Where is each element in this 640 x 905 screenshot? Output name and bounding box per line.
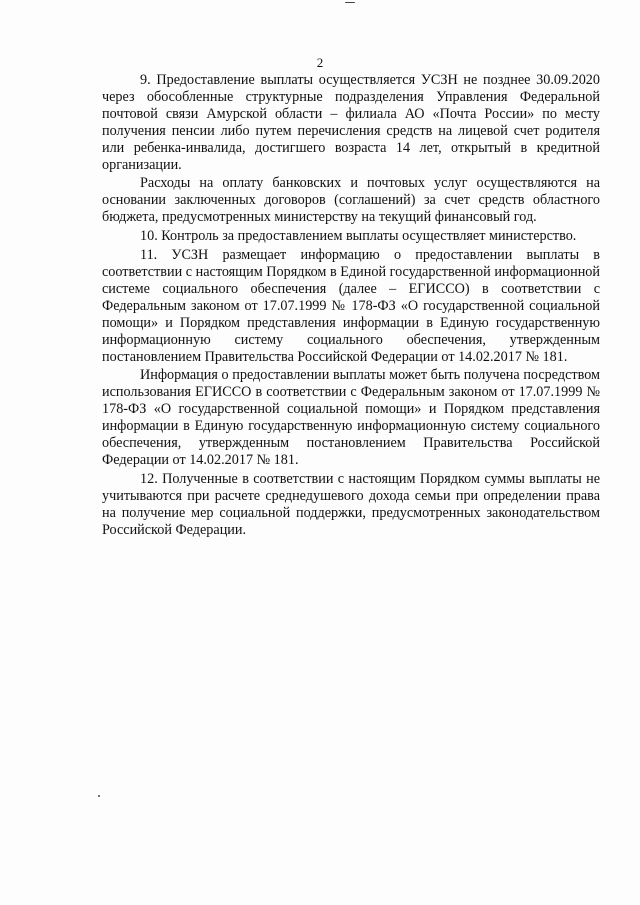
paragraph-9: 9. Предоставление выплаты осуществляется УСЗН не позднее 30.09.2020 через обособленные структурные подразделения Управления Федеральной почтовой связи Амурской области – филиала АО «Почта России» по месту получения пенсии либо путем перечисления средств на лицевой счет родителя или ребенка-инвалида, достигшего возраста 14 лет, открытый в кредитной организации.	[102, 72, 600, 173]
paragraph-10: 10. Контроль за предоставлением выплаты осуществляет министерство.	[140, 228, 577, 245]
paragraph-11: 11. УСЗН размещает информацию о предоставлении выплаты в соответствии с настоящим Порядком в Единой государственной информационной системе социального обеспечения (далее – ЕГИССО) в соответствии с Федеральным законом от 17.07.1999 № 178-ФЗ «О государственной социальной помощи» и Порядком представления информации в Единую государственную информационную систему социального обеспечения, утвержденным постановлением Правительства Российской Федерации от 14.02.2017 № 181.	[102, 247, 600, 365]
page-number: 2	[316, 55, 324, 70]
paragraph-12: 12. Полученные в соответствии с настоящим Порядком суммы выплаты не учитываются при расчете среднедушевого дохода семьи при определении права на получение мер социальной поддержки, предусмотренных законодательством Российской Федерации.	[102, 470, 600, 538]
scan-artifact-top	[345, 2, 355, 3]
paragraph-expenses: Расходы на оплату банковских и почтовых услуг осуществляются на основании заключенных договоров (соглашений) за счет средств областного бюджета, предусмотренных министерству на текущий финансовый год.	[102, 175, 600, 226]
scan-artifact-left	[98, 795, 100, 797]
paragraph-information: Информация о предоставлении выплаты может быть получена посредством использования ЕГИССО в соответствии с Федеральным законом от 17.07.1999 № 178-ФЗ «О государственной социальной помощи» и Порядком представления информации в Единую государственную информационную систему социального обеспечения, утвержденным постановлением Правительства Российской Федерации от 14.02.2017 № 181.	[102, 367, 600, 468]
document-body	[102, 72, 600, 540]
